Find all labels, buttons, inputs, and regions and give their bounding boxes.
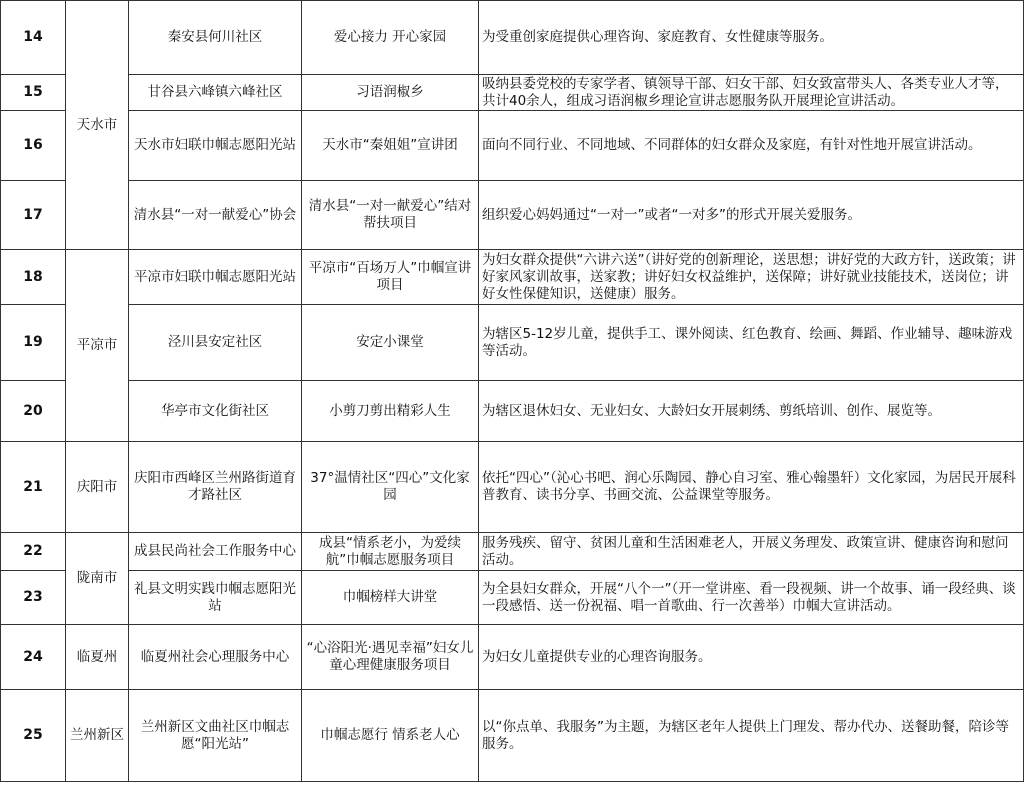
project-cell: 爱心接力 开心家园 — [302, 1, 479, 75]
row-number: 17 — [1, 181, 66, 250]
row-number: 25 — [1, 690, 66, 782]
row-number: 18 — [1, 250, 66, 305]
community-cell: 泾川县安定社区 — [129, 305, 302, 381]
table-row — [1, 111, 1024, 181]
row-number: 19 — [1, 305, 66, 381]
table-row — [1, 625, 1024, 690]
table-row — [1, 1, 1024, 75]
community-cell: 秦安县何川社区 — [129, 1, 302, 75]
table-row — [1, 305, 1024, 381]
city-cell: 临夏州 — [66, 625, 129, 690]
table-row — [1, 571, 1024, 625]
description-cell: 服务残疾、留守、贫困儿童和生活困难老人，开展义务理发、政策宣讲、健康咨询和慰问活动。 — [479, 533, 1024, 571]
community-cell: 庆阳市西峰区兰州路街道育才路社区 — [129, 442, 302, 533]
description-cell: 为辖区5-12岁儿童，提供手工、课外阅读、红色教育、绘画、舞蹈、作业辅导、趣味游戏等活动。 — [479, 305, 1024, 381]
city-cell: 陇南市 — [66, 533, 129, 625]
project-cell: 清水县“一对一献爱心”结对帮扶项目 — [302, 181, 479, 250]
community-cell: 平凉市妇联巾帼志愿阳光站 — [129, 250, 302, 305]
community-cell: 清水县“一对一献爱心”协会 — [129, 181, 302, 250]
table-row — [1, 690, 1024, 782]
project-cell: 巾帼榜样大讲堂 — [302, 571, 479, 625]
project-cell: 成县“情系老小，为爱续航”巾帼志愿服务项目 — [302, 533, 479, 571]
project-cell: 习语润椒乡 — [302, 75, 479, 111]
description-cell: 面向不同行业、不同地域、不同群体的妇女群众及家庭，有针对性地开展宣讲活动。 — [479, 111, 1024, 181]
row-number: 22 — [1, 533, 66, 571]
project-cell: “心浴阳光·遇见幸福”妇女儿童心理健康服务项目 — [302, 625, 479, 690]
table-row — [1, 442, 1024, 533]
project-cell: 平凉市“百场万人”巾帼宣讲项目 — [302, 250, 479, 305]
row-number: 23 — [1, 571, 66, 625]
description-cell: 为妇女儿童提供专业的心理咨询服务。 — [479, 625, 1024, 690]
community-cell: 兰州新区文曲社区巾帼志愿“阳光站” — [129, 690, 302, 782]
project-cell: 安定小课堂 — [302, 305, 479, 381]
table-row — [1, 381, 1024, 442]
description-cell: 为全县妇女群众，开展“八个一”（开一堂讲座、看一段视频、讲一个故事、诵一段经典、谈一段感悟、送一份祝福、唱一首歌曲、行一次善举）巾帼大宣讲活动。 — [479, 571, 1024, 625]
city-cell: 庆阳市 — [66, 442, 129, 533]
description-cell: 组织爱心妈妈通过“一对一”或者“一对多”的形式开展关爱服务。 — [479, 181, 1024, 250]
community-cell: 甘谷县六峰镇六峰社区 — [129, 75, 302, 111]
city-cell: 平凉市 — [66, 250, 129, 442]
community-cell: 天水市妇联巾帼志愿阳光站 — [129, 111, 302, 181]
row-number: 20 — [1, 381, 66, 442]
description-cell: 为辖区退休妇女、无业妇女、大龄妇女开展刺绣、剪纸培训、创作、展览等。 — [479, 381, 1024, 442]
table-row — [1, 533, 1024, 571]
project-cell: 天水市“秦姐姐”宣讲团 — [302, 111, 479, 181]
row-number: 15 — [1, 75, 66, 111]
project-cell: 巾帼志愿行 情系老人心 — [302, 690, 479, 782]
city-cell: 兰州新区 — [66, 690, 129, 782]
community-cell: 临夏州社会心理服务中心 — [129, 625, 302, 690]
description-cell: 吸纳县委党校的专家学者、镇领导干部、妇女干部、妇女致富带头人、各类专业人才等，共计40余人，组成习语润椒乡理论宣讲志愿服务队开展理论宣讲活动。 — [479, 75, 1024, 111]
city-cell: 天水市 — [66, 1, 129, 250]
row-number: 14 — [1, 1, 66, 75]
community-cell: 礼县文明实践巾帼志愿阳光站 — [129, 571, 302, 625]
community-cell: 成县民尚社会工作服务中心 — [129, 533, 302, 571]
table-row — [1, 75, 1024, 111]
project-cell: 37°温情社区“四心”文化家园 — [302, 442, 479, 533]
project-cell: 小剪刀剪出精彩人生 — [302, 381, 479, 442]
description-cell: 为妇女群众提供“六讲六送”（讲好党的创新理论，送思想；讲好党的大政方针，送政策；讲好家风家训故事，送家教；讲好妇女权益维护，送保障；讲好就业技能技术，送岗位；讲好女性保健知识，送健康）服务。 — [479, 250, 1024, 305]
row-number: 16 — [1, 111, 66, 181]
description-cell: 依托“四心”（沁心书吧、润心乐陶园、静心自习室、雅心翰墨轩）文化家园，为居民开展科普教育、读书分享、书画交流、公益课堂等服务。 — [479, 442, 1024, 533]
table-row — [1, 250, 1024, 305]
description-cell: 以“你点单、我服务”为主题，为辖区老年人提供上门理发、帮办代办、送餐助餐，陪诊等服务。 — [479, 690, 1024, 782]
description-cell: 为受重创家庭提供心理咨询、家庭教育、女性健康等服务。 — [479, 1, 1024, 75]
row-number: 24 — [1, 625, 66, 690]
community-cell: 华亭市文化街社区 — [129, 381, 302, 442]
table-row — [1, 181, 1024, 250]
row-number: 21 — [1, 442, 66, 533]
